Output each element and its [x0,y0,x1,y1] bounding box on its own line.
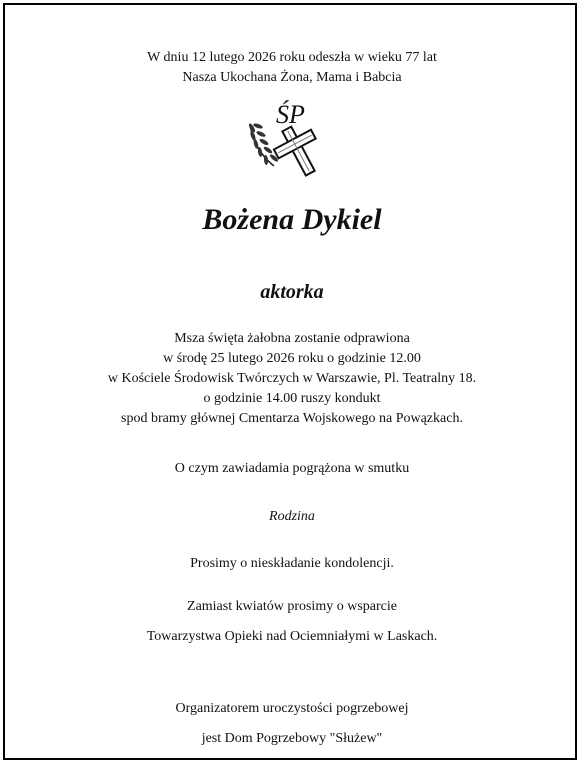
no-condolences: Prosimy o nieskładanie kondolencji. [190,556,394,571]
organizer-line-2: jest Dom Pogrzebowy "Służew" [201,731,383,746]
intro-line-1: W dniu 12 lutego 2026 roku odeszła w wieku 77 lat [147,50,437,65]
intro-line-2: Nasza Ukochana Żona, Mama i Babcia [182,70,402,85]
donation-line-1: Zamiast kwiatów prosimy o wsparcie [187,599,397,614]
organizer-line-1: Organizatorem uroczystości pogrzebowej [175,701,409,716]
mass-line-4: o godzinie 14.00 ruszy kondukt [203,391,381,406]
mass-line-3: w Kościele Środowisk Twórczych w Warszawie, Pl. Teatralny 18. [107,371,477,386]
mass-line-1: Msza święta żałobna zostanie odprawiona [174,331,410,346]
family-signature: Rodzina [269,509,315,524]
announcement: O czym zawiadamia pogrążona w smutku [174,461,410,476]
mass-line-2: w środę 25 lutego 2026 roku o godzinie 12.00 [163,351,421,366]
deceased-name: Bożena Dykiel [202,203,382,236]
sp-symbol: ŚP [276,100,305,129]
profession: aktorka [260,281,324,303]
mass-line-5: spod bramy głównej Cmentarza Wojskowego na Powązkach. [121,411,463,426]
donation-line-2: Towarzystwa Opieki nad Ociemniałymi w Laskach. [146,629,438,644]
